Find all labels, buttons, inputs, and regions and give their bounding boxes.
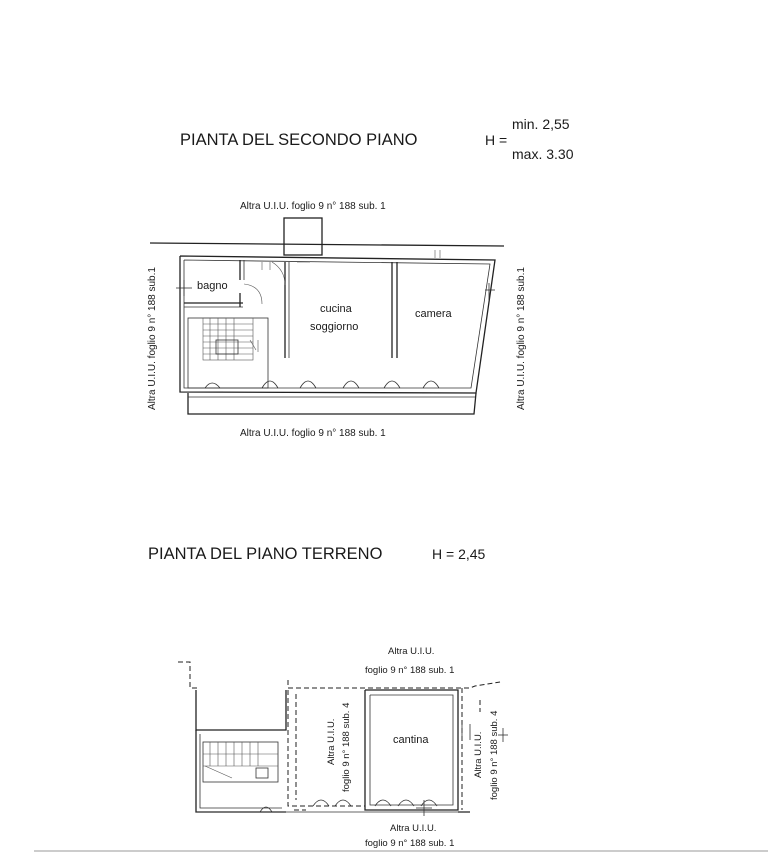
gf-neighbor-right-line1: Altra U.I.U. [473,731,484,778]
room-kitchen-label-line2: soggiorno [310,321,359,333]
room-bedroom-label: camera [415,308,452,320]
height-label: H = [485,132,508,148]
gf-neighbor-bottom-line2: foglio 9 n° 188 sub. 1 [365,838,455,849]
room-cellar-label: cantina [393,734,429,746]
ground-floor-height: H = 2,45 [432,546,486,562]
gf-neighbor-mid-line2: foglio 9 n° 188 sub. 4 [341,702,352,792]
gf-neighbor-mid-line1: Altra U.I.U. [326,718,337,765]
neighbor-bottom-label: Altra U.I.U. foglio 9 n° 188 sub. 1 [240,428,386,439]
height-min: min. 2,55 [512,116,570,132]
gf-neighbor-bottom-line1: Altra U.I.U. [390,823,437,834]
room-bathroom-label: bagno [197,280,228,292]
room-kitchen-label-line1: cucina [320,303,352,315]
ground-floor-title: PIANTA DEL PIANO TERRENO [148,545,383,563]
neighbor-left-label: Altra U.I.U. foglio 9 n° 188 sub.1 [147,267,158,410]
gf-neighbor-top-line2: foglio 9 n° 188 sub. 1 [365,665,455,676]
neighbor-top-label: Altra U.I.U. foglio 9 n° 188 sub. 1 [240,201,386,212]
height-max: max. 3.30 [512,146,574,162]
gf-neighbor-top-line1: Altra U.I.U. [388,646,435,657]
second-floor-title: PIANTA DEL SECONDO PIANO [180,131,418,149]
neighbor-right-label: Altra U.I.U. foglio 9 n° 188 sub.1 [516,267,527,410]
gf-neighbor-right-line2: foglio 9 n° 188 sub. 4 [489,710,500,800]
